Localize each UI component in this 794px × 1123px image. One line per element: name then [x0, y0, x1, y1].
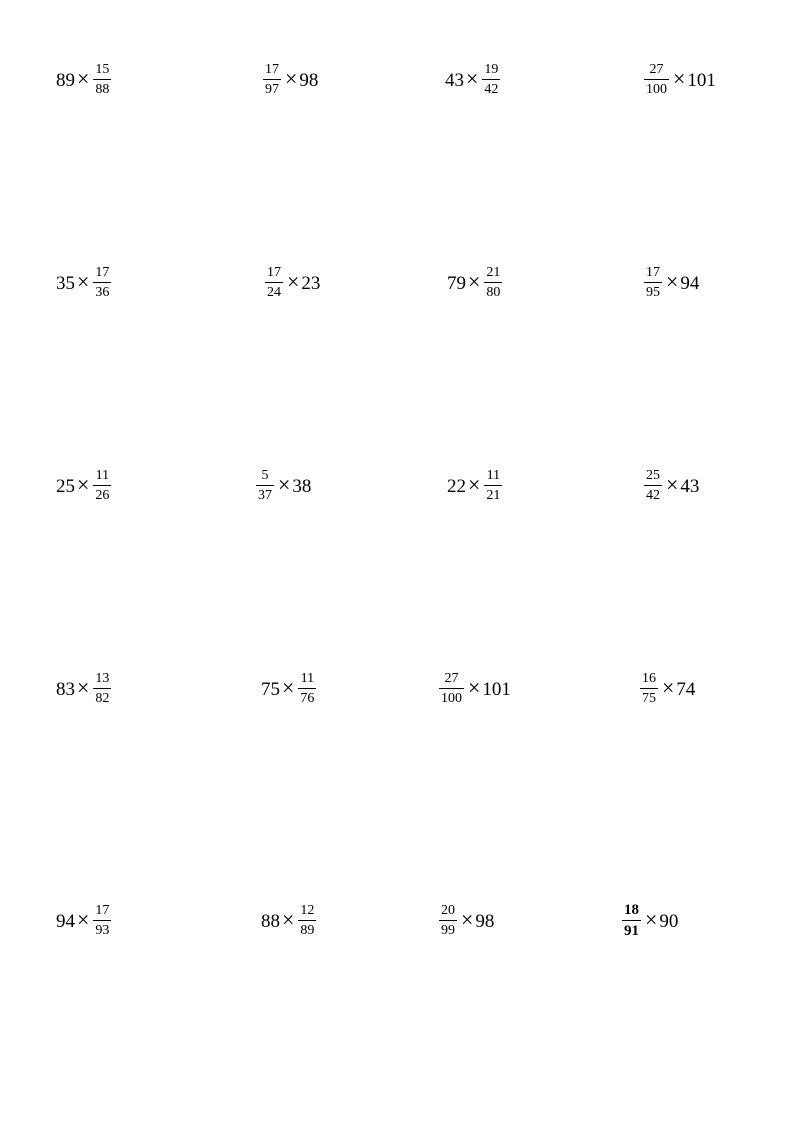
fraction-denominator: 100	[441, 691, 462, 706]
whole-number: 88	[261, 910, 280, 932]
problem-expression	[620, 899, 678, 943]
problem-expression	[642, 464, 699, 508]
fraction-denominator: 80	[486, 285, 501, 300]
fraction	[482, 63, 500, 97]
fraction	[93, 469, 111, 503]
whole-number: 90	[659, 910, 679, 932]
fraction-numerator: 13	[95, 671, 110, 686]
fraction-numerator: 11	[95, 468, 110, 483]
fraction-numerator: 18	[624, 902, 639, 918]
fraction	[298, 672, 316, 706]
fraction	[263, 63, 281, 97]
problem-expression	[445, 58, 502, 102]
fraction-numerator: 25	[646, 468, 660, 483]
fraction	[644, 266, 662, 300]
fraction	[644, 469, 662, 503]
multiply-sign: ×	[287, 269, 300, 294]
multiply-sign: ×	[468, 269, 481, 294]
whole-number: 75	[261, 678, 280, 700]
fraction	[93, 904, 111, 938]
multiply-sign: ×	[278, 472, 291, 497]
fraction-numerator: 20	[441, 903, 455, 918]
whole-number: 35	[56, 272, 75, 294]
fraction	[93, 672, 111, 706]
multiply-sign: ×	[466, 66, 479, 91]
problem-expression	[263, 261, 320, 305]
fraction-denominator: 89	[300, 923, 315, 938]
fraction-denominator: 26	[95, 488, 110, 503]
fraction-denominator: 93	[95, 923, 110, 938]
problem-expression	[56, 261, 113, 305]
fraction-denominator: 76	[300, 691, 315, 706]
multiply-sign: ×	[77, 907, 90, 932]
fraction-denominator: 75	[642, 691, 656, 706]
fraction	[439, 904, 457, 938]
fraction-numerator: 11	[486, 468, 501, 483]
fraction-denominator: 42	[646, 488, 660, 503]
fraction-denominator: 36	[95, 285, 110, 300]
problem-expression	[261, 899, 318, 943]
multiply-sign: ×	[468, 472, 481, 497]
multiply-sign: ×	[282, 907, 295, 932]
fraction	[484, 469, 502, 503]
fraction-denominator: 37	[258, 488, 272, 503]
whole-number: 23	[301, 272, 321, 294]
fraction-denominator: 82	[95, 691, 110, 706]
whole-number: 74	[676, 678, 696, 700]
problem-expression	[447, 464, 504, 508]
whole-number: 98	[475, 910, 495, 932]
fraction-denominator: 100	[646, 82, 667, 97]
fraction-denominator: 91	[624, 923, 639, 939]
multiply-sign: ×	[666, 472, 679, 497]
fraction-numerator: 21	[486, 265, 501, 280]
multiply-sign: ×	[77, 472, 90, 497]
whole-number: 43	[445, 69, 464, 91]
fraction-numerator: 12	[300, 903, 315, 918]
problem-expression	[642, 261, 699, 305]
multiply-sign: ×	[461, 907, 474, 932]
fraction-numerator: 17	[95, 903, 110, 918]
problem-expression	[56, 667, 113, 711]
whole-number: 38	[292, 475, 312, 497]
multiply-sign: ×	[645, 907, 658, 932]
fraction	[256, 469, 274, 503]
fraction-denominator: 99	[441, 923, 455, 938]
fraction	[265, 266, 283, 300]
problem-expression	[437, 899, 494, 943]
fraction-denominator: 21	[486, 488, 501, 503]
fraction-denominator: 97	[265, 82, 279, 97]
whole-number: 101	[482, 678, 511, 700]
problem-expression	[447, 261, 504, 305]
problem-expression	[638, 667, 695, 711]
whole-number: 94	[56, 910, 75, 932]
multiply-sign: ×	[77, 675, 90, 700]
fraction-denominator: 24	[267, 285, 281, 300]
fraction-denominator: 95	[646, 285, 660, 300]
whole-number: 43	[680, 475, 700, 497]
problem-expression	[56, 899, 113, 943]
fraction	[644, 63, 669, 97]
multiply-sign: ×	[662, 675, 675, 700]
multiply-sign: ×	[282, 675, 295, 700]
fraction-numerator: 17	[95, 265, 110, 280]
fraction-numerator: 19	[484, 62, 499, 77]
fraction-numerator: 16	[642, 671, 656, 686]
multiply-sign: ×	[673, 66, 686, 91]
fraction-denominator: 88	[95, 82, 110, 97]
whole-number: 79	[447, 272, 466, 294]
problem-expression	[261, 667, 318, 711]
problem-expression	[642, 58, 716, 102]
fraction-denominator: 42	[484, 82, 499, 97]
fraction	[439, 672, 464, 706]
problem-expression	[437, 667, 511, 711]
fraction-numerator: 15	[95, 62, 110, 77]
fraction-numerator: 5	[261, 468, 269, 483]
fraction-numerator: 27	[649, 62, 664, 77]
fraction-numerator: 17	[646, 265, 660, 280]
multiply-sign: ×	[468, 675, 481, 700]
whole-number: 98	[299, 69, 319, 91]
fraction	[298, 904, 316, 938]
fraction	[93, 266, 111, 300]
whole-number: 83	[56, 678, 75, 700]
fraction	[640, 672, 658, 706]
fraction	[93, 63, 111, 97]
multiply-sign: ×	[77, 66, 90, 91]
multiply-sign: ×	[77, 269, 90, 294]
multiply-sign: ×	[285, 66, 298, 91]
fraction	[484, 266, 502, 300]
whole-number: 89	[56, 69, 75, 91]
problem-expression	[261, 58, 318, 102]
fraction-numerator: 17	[267, 265, 281, 280]
fraction-numerator: 27	[444, 671, 459, 686]
whole-number: 101	[687, 69, 716, 91]
fraction-numerator: 11	[300, 671, 315, 686]
whole-number: 25	[56, 475, 75, 497]
multiply-sign: ×	[666, 269, 679, 294]
fraction-numerator: 17	[265, 62, 279, 77]
fraction	[622, 903, 641, 939]
whole-number: 22	[447, 475, 466, 497]
problem-expression	[56, 58, 113, 102]
problem-expression	[56, 464, 113, 508]
whole-number: 94	[680, 272, 700, 294]
problem-expression	[254, 464, 311, 508]
